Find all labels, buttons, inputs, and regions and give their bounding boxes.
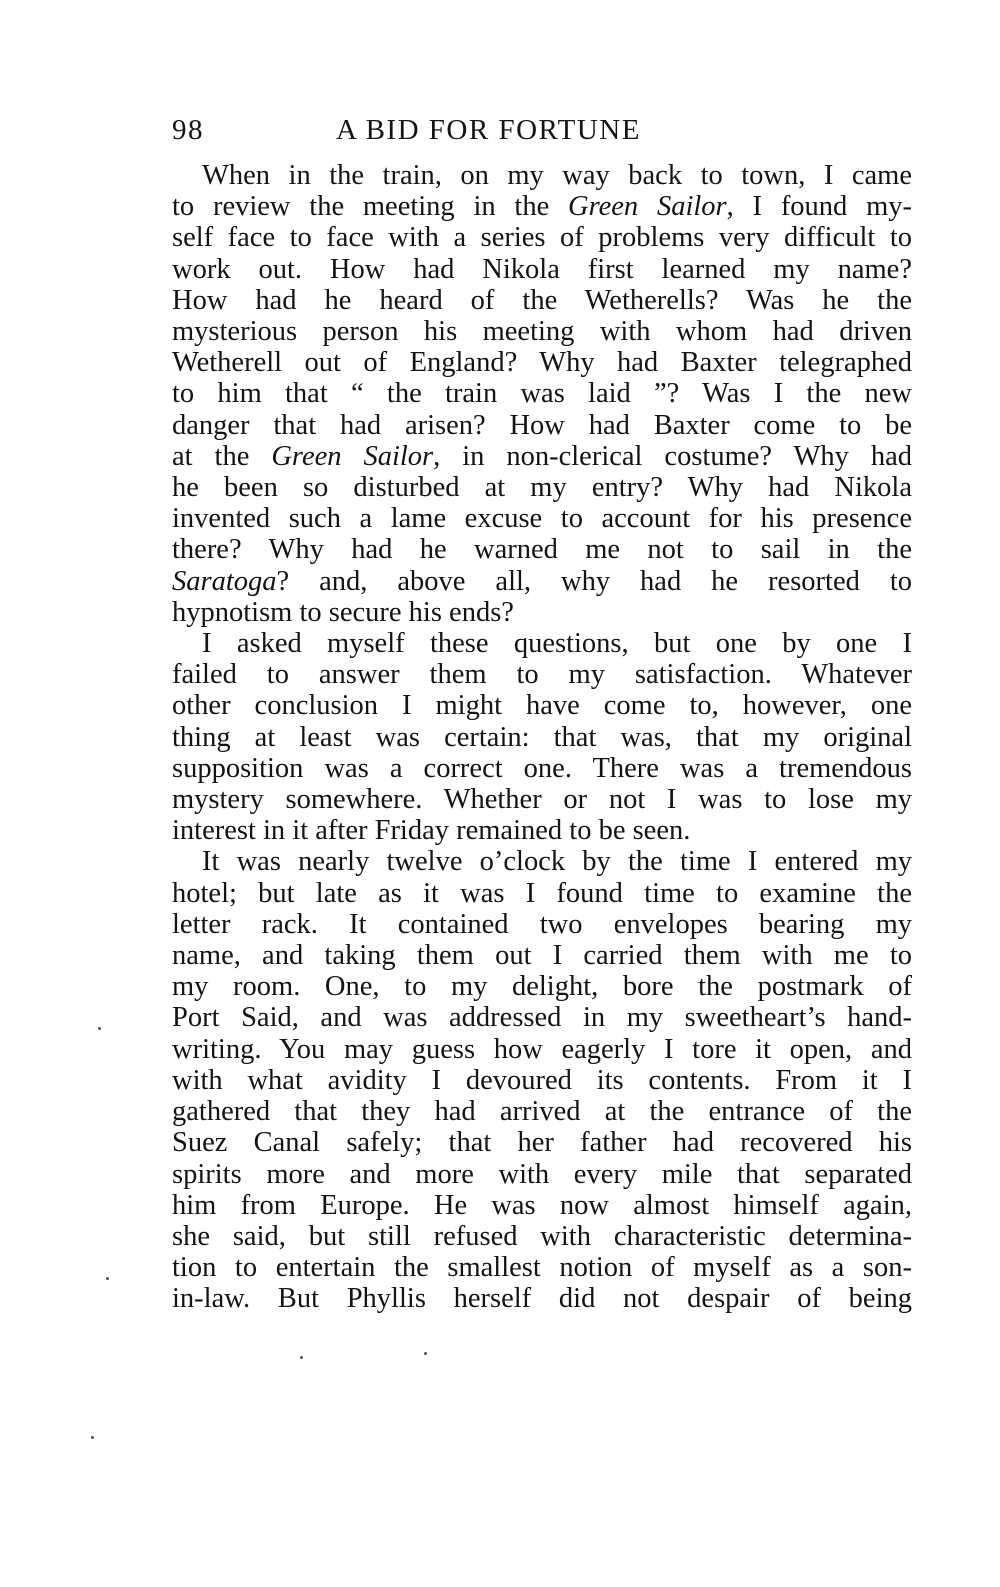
text-line: gathered that they had arrived at the entrance of the [172, 1096, 912, 1128]
text-line: hotel; but late as it was I found time to examine the [172, 877, 912, 909]
text-line: Saratoga? and, above all, why had he resorted to [172, 565, 912, 597]
print-speck [106, 1277, 109, 1280]
running-head [172, 108, 912, 160]
text-line: failed to answer them to my satisfaction. Whatever [172, 659, 912, 691]
text-line: there? Why had he warned me not to sail in the [172, 534, 912, 566]
text-line: danger that had arisen? How had Baxter come to be [172, 409, 912, 441]
page-number: 98 [172, 114, 204, 146]
text-line: When in the train, on my way back to town, I came [202, 160, 912, 191]
text-line: Wetherell out of England? Why had Baxter telegraphed [172, 347, 912, 379]
text-line: letter rack. It contained two envelopes bearing my [172, 908, 912, 940]
text-line: name, and taking them out I carried them with me to [172, 940, 912, 972]
text-line: in-law. But Phyllis herself did not despair of being [172, 1283, 912, 1315]
text-line: my room. One, to my delight, bore the postmark of [172, 971, 912, 1003]
print-speck [300, 1356, 303, 1359]
print-speck [91, 1436, 94, 1439]
text-line: writing. You may guess how eagerly I tore it open, and [172, 1033, 912, 1065]
paragraph [172, 846, 912, 1314]
text-line: spirits more and more with every mile that separated [172, 1158, 912, 1190]
text-line: self face to face with a series of problems very difficult to [172, 222, 912, 254]
text-line: to review the meeting in the Green Sailor, I found my- [172, 191, 912, 223]
text-line: How had he heard of the Wetherells? Was he the [172, 284, 912, 316]
text-line: work out. How had Nikola first learned my name? [172, 253, 912, 285]
running-title: A BID FOR FORTUNE [336, 114, 641, 146]
print-speck [424, 1352, 427, 1355]
body-text [172, 160, 912, 1315]
text-line: to him that “ the train was laid ”? Was I the new [172, 378, 912, 410]
text-line: with what avidity I devoured its contents. From it I [172, 1064, 912, 1096]
text-line: mystery somewhere. Whether or not I was to lose my [172, 784, 912, 816]
text-line: thing at least was certain: that was, that my original [172, 721, 912, 753]
text-line: Port Said, and was addressed in my sweetheart’s hand- [172, 1002, 912, 1034]
text-line: he been so disturbed at my entry? Why had Nikola [172, 472, 912, 504]
text-line: interest in it after Friday remained to be seen. [172, 815, 691, 847]
text-line: hypnotism to secure his ends? [172, 596, 514, 628]
paragraph [172, 160, 912, 628]
text-line: supposition was a correct one. There was a tremendous [172, 752, 912, 784]
book-page [172, 108, 912, 1315]
text-line: I asked myself these questions, but one by one I [202, 628, 912, 660]
print-speck [98, 1027, 101, 1030]
text-line: Suez Canal safely; that her father had recovered his [172, 1127, 912, 1159]
text-line: invented such a lame excuse to account for his presence [172, 503, 912, 535]
text-line: him from Europe. He was now almost himself again, [172, 1189, 912, 1221]
text-line: mysterious person his meeting with whom had driven [172, 316, 912, 348]
text-line: she said, but still refused with characteristic determina- [172, 1220, 912, 1252]
text-line: other conclusion I might have come to, however, one [172, 690, 912, 722]
text-line: tion to entertain the smallest notion of myself as a son- [172, 1252, 912, 1284]
text-line: at the Green Sailor, in non-clerical costume? Why had [172, 440, 913, 472]
text-line: It was nearly twelve o’clock by the time I entered my [202, 846, 912, 878]
paragraph [172, 628, 912, 846]
